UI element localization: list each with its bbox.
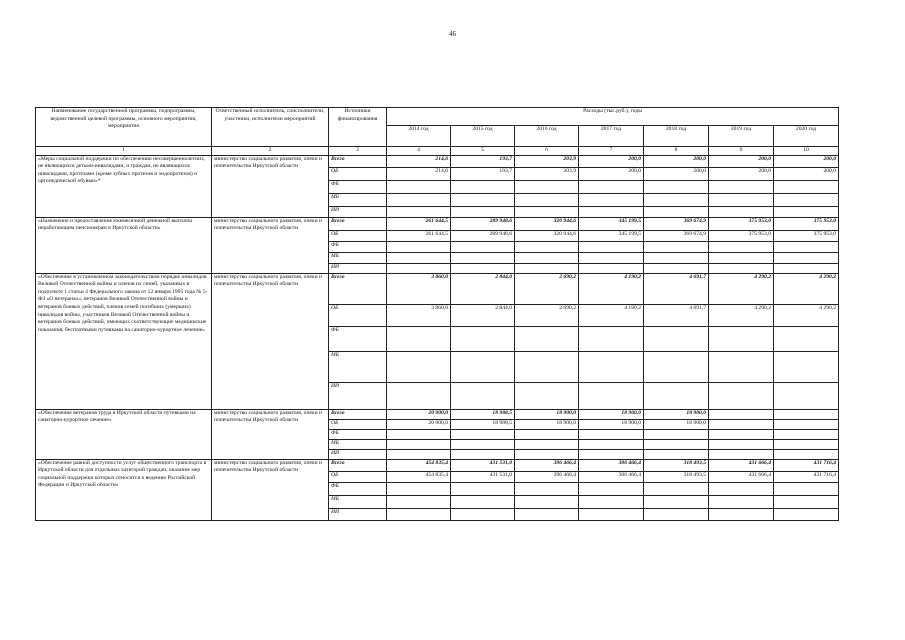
expense-value (774, 326, 839, 351)
expense-value (774, 382, 839, 409)
expense-value (451, 439, 515, 449)
responsible-executor: министерство социального развития, опеки и попечительства Иркутской области (212, 217, 329, 273)
expense-value (579, 326, 644, 351)
expense-value (387, 252, 451, 263)
expense-value (579, 495, 644, 508)
expense-value: 200,0 (579, 167, 644, 180)
column-index: 10 (774, 147, 839, 156)
expense-value (644, 449, 709, 459)
expense-value (451, 351, 515, 382)
expense-value (451, 193, 515, 206)
expense-value (709, 326, 774, 351)
expense-value (579, 263, 644, 273)
expense-value: 214,6 (387, 155, 451, 167)
expense-value (451, 508, 515, 520)
expense-value: 289 948,6 (451, 230, 515, 241)
expense-value (579, 206, 644, 217)
expense-value (515, 449, 579, 459)
expense-value (451, 449, 515, 459)
expense-value (644, 180, 709, 193)
funding-source: ОБ (329, 419, 387, 429)
expense-value: 4 290,2 (774, 304, 839, 326)
expense-value: 4 190,2 (579, 273, 644, 304)
expense-value: 345 199,5 (579, 230, 644, 241)
header-year: 2019 год (709, 126, 774, 147)
expense-value (644, 439, 709, 449)
expense-value (387, 206, 451, 217)
expense-value (451, 382, 515, 409)
funding-source: ОБ (329, 471, 387, 482)
expense-value: 3 860,0 (387, 273, 451, 304)
expense-value (451, 495, 515, 508)
expense-value: 375 953,0 (709, 230, 774, 241)
expense-value (644, 495, 709, 508)
expense-value (387, 180, 451, 193)
expense-value: 18 900,0 (515, 409, 579, 419)
expense-value: 318 493,5 (644, 459, 709, 471)
expense-value (515, 482, 579, 495)
expense-value (709, 419, 774, 429)
expense-value (387, 508, 451, 520)
header-expenses: Расходы (тыс.руб.), годы (387, 108, 839, 126)
column-index: 8 (644, 147, 709, 156)
expense-value: 200,0 (644, 167, 709, 180)
expense-value (644, 326, 709, 351)
table-row (36, 459, 839, 471)
expense-value (709, 241, 774, 252)
funding-source: ФБ (329, 326, 387, 351)
expense-value (515, 495, 579, 508)
expense-value (451, 482, 515, 495)
expense-value (709, 263, 774, 273)
expense-value: 454 835,4 (387, 459, 451, 471)
expense-value (387, 241, 451, 252)
expense-value: 396 466,4 (515, 471, 579, 482)
expense-value (387, 193, 451, 206)
expense-value (709, 206, 774, 217)
expense-value (644, 351, 709, 382)
expense-value (644, 252, 709, 263)
expense-value (515, 429, 579, 439)
column-index: 9 (709, 147, 774, 156)
expense-value (515, 193, 579, 206)
funding-source: МБ (329, 495, 387, 508)
expense-value (387, 495, 451, 508)
expense-value: 200,0 (709, 155, 774, 167)
expense-value: 18 900,0 (515, 419, 579, 429)
responsible-executor: министерство социального развития, опеки и попечительства Иркутской области (212, 273, 329, 409)
expense-value: 18 900,0 (579, 419, 644, 429)
funding-source: ФБ (329, 241, 387, 252)
expense-value (451, 429, 515, 439)
expense-value (515, 508, 579, 520)
expense-value (579, 449, 644, 459)
expense-value (579, 252, 644, 263)
expense-value (774, 439, 839, 449)
expense-value: 2 844,0 (451, 273, 515, 304)
expense-value: 4 691,7 (644, 304, 709, 326)
table-row (36, 217, 839, 230)
expense-value (774, 206, 839, 217)
expense-value: 345 199,5 (579, 217, 644, 230)
expense-value (774, 495, 839, 508)
expense-value (774, 419, 839, 429)
expense-value (515, 263, 579, 273)
expense-value: 320 944,6 (515, 217, 579, 230)
expense-value (644, 241, 709, 252)
expense-value: 375 953,0 (774, 217, 839, 230)
expense-value (774, 193, 839, 206)
expense-value (774, 508, 839, 520)
expense-value (387, 263, 451, 273)
expense-value: 306 466,4 (579, 459, 644, 471)
expense-value (774, 263, 839, 273)
funding-source: МБ (329, 351, 387, 382)
funding-source: Всего (329, 409, 387, 419)
expense-value (709, 409, 774, 419)
column-index: 4 (387, 147, 451, 156)
budget-table (35, 107, 839, 521)
expense-value (579, 351, 644, 382)
expense-value (644, 263, 709, 273)
expense-value: 200,0 (774, 155, 839, 167)
expense-value (515, 439, 579, 449)
expense-value: 396 466,4 (515, 459, 579, 471)
expense-value: 431 531,0 (451, 459, 515, 471)
expense-value (709, 429, 774, 439)
responsible-executor: министерство социального развития, опеки и попечительства Иркутской области (212, 459, 329, 520)
expense-value: 375 953,0 (709, 217, 774, 230)
responsible-executor: министерство социального развития, опеки и попечительства Иркутской области (212, 155, 329, 217)
funding-source: ФБ (329, 429, 387, 439)
expense-value (709, 180, 774, 193)
program-measure-name: «Обеспечение равной доступности услуг общественного транспорта в Иркутской области для отдельных категорий граждан, оказание мер социальной поддержки которых относится к ведению Российской Федерации и Иркутской области» (36, 459, 212, 520)
expense-value: 289 948,6 (451, 217, 515, 230)
expense-value: 4 691,7 (644, 273, 709, 304)
expense-value (515, 252, 579, 263)
expense-value: 2 690,2 (515, 304, 579, 326)
expense-value (451, 263, 515, 273)
expense-value: 203,9 (515, 167, 579, 180)
expense-value (515, 180, 579, 193)
header-program-name: Наименование государственной программы, подпрограммы, ведомственной целевой программы, основного мероприятия, мероприятия (36, 108, 212, 147)
header-year: 2017 год (579, 126, 644, 147)
funding-source: ИИ (329, 206, 387, 217)
header-year: 2018 год (644, 126, 709, 147)
expense-value (774, 351, 839, 382)
expense-value (709, 508, 774, 520)
expense-value: 431 666,4 (709, 471, 774, 482)
expense-value (451, 252, 515, 263)
expense-value: 18 988,5 (451, 419, 515, 429)
expense-value: 261 644,5 (387, 217, 451, 230)
expense-value (451, 180, 515, 193)
expense-value (644, 429, 709, 439)
expense-value: 320 944,6 (515, 230, 579, 241)
expense-value: 431 716,4 (774, 471, 839, 482)
expense-value (709, 449, 774, 459)
header-year: 2014 год (387, 126, 451, 147)
expense-value: 4 290,2 (774, 273, 839, 304)
expense-value (709, 351, 774, 382)
funding-source: ИИ (329, 508, 387, 520)
header-year: 2015 год (451, 126, 515, 147)
program-measure-name: «Обеспечение в установленном законодательством порядке инвалидов Великой Отечественной войны и членов их семей, указанных в подпункте 1 статьи 4 Федерального закона от 12 января 1995 года № 5-ФЗ «О ветеранах», ветеранов Великой Отечественной войны и ветеранов боевых действий, членов семей погибших (умерших) инвалидов войны, участников Великой Отечественной войны и ветеранов боевых действий, имеющих соответствующие медицинские показания, бесплатными путевками на санаторно-курортное лечение» (36, 273, 212, 409)
table-body (36, 155, 839, 520)
expense-value (515, 241, 579, 252)
expense-value (709, 495, 774, 508)
program-measure-name: «Назначение и предоставление ежемесячной денежной выплаты неработающим пенсионерам в Иркутской области» (36, 217, 212, 273)
expense-value: 203,9 (515, 155, 579, 167)
funding-source: МБ (329, 439, 387, 449)
expense-value (579, 241, 644, 252)
expense-value (451, 241, 515, 252)
expense-value: 3 860,0 (387, 304, 451, 326)
expense-value (709, 252, 774, 263)
funding-source: Всего (329, 217, 387, 230)
expense-value (387, 482, 451, 495)
expense-value (387, 326, 451, 351)
expense-value: 20 000,0 (387, 409, 451, 419)
expense-value: 2 690,2 (515, 273, 579, 304)
expense-value (387, 449, 451, 459)
expense-value (644, 193, 709, 206)
expense-value: 431 531,0 (451, 471, 515, 482)
funding-source: ОБ (329, 167, 387, 180)
expense-value (515, 382, 579, 409)
funding-source: Всего (329, 273, 387, 304)
column-index: 5 (451, 147, 515, 156)
expense-value (644, 382, 709, 409)
expense-value (515, 351, 579, 382)
funding-source: ОБ (329, 230, 387, 241)
expense-value (579, 382, 644, 409)
expense-value: 200,0 (644, 155, 709, 167)
expense-value: 193,7 (451, 155, 515, 167)
funding-source: ИИ (329, 382, 387, 409)
expense-value: 454 835,4 (387, 471, 451, 482)
expense-value: 200,0 (709, 167, 774, 180)
column-index: 1 (36, 147, 212, 156)
expense-value (515, 326, 579, 351)
expense-value: 18 900,0 (644, 419, 709, 429)
table-row (36, 155, 839, 167)
expense-value (579, 429, 644, 439)
expense-value: 431 666,4 (709, 459, 774, 471)
expense-value (709, 193, 774, 206)
expense-value: 369 674,9 (644, 230, 709, 241)
expense-value: 4 190,2 (579, 304, 644, 326)
funding-source: ФБ (329, 482, 387, 495)
column-index: 6 (515, 147, 579, 156)
expense-value (579, 180, 644, 193)
expense-value (579, 482, 644, 495)
header-year: 2020 год (774, 126, 839, 147)
expense-value (451, 206, 515, 217)
table-header (36, 108, 839, 156)
expense-value (709, 382, 774, 409)
funding-source: ОБ (329, 304, 387, 326)
column-index: 2 (212, 147, 329, 156)
expense-value: 375 953,0 (774, 230, 839, 241)
expense-value (579, 439, 644, 449)
expense-value (515, 206, 579, 217)
header-executor: Ответственный исполнитель, соисполнители, участники, исполнители мероприятий (212, 108, 329, 147)
table-row (36, 409, 839, 419)
header-year: 2016 год (515, 126, 579, 147)
expense-value: 193,7 (451, 167, 515, 180)
funding-source: МБ (329, 193, 387, 206)
expense-value (774, 180, 839, 193)
expense-value (579, 508, 644, 520)
expense-value: 200,0 (774, 167, 839, 180)
expense-value: 431 716,4 (774, 459, 839, 471)
expense-value: 318 493,5 (644, 471, 709, 482)
expense-value (644, 482, 709, 495)
expense-value (774, 429, 839, 439)
responsible-executor: министерство социального развития, опеки и попечительства Иркутской области (212, 409, 329, 459)
program-measure-name: «Обеспечение ветеранов труда в Иркутской области путевками на санаторно-курортное лечение» (36, 409, 212, 459)
expense-value (451, 326, 515, 351)
expense-value (709, 439, 774, 449)
column-index: 7 (579, 147, 644, 156)
expense-value (774, 409, 839, 419)
expense-value (387, 351, 451, 382)
expense-value: 18 900,0 (644, 409, 709, 419)
expense-value: 4 290,2 (709, 304, 774, 326)
expense-value (774, 241, 839, 252)
expense-value (644, 508, 709, 520)
program-measure-name: «Меры социальной поддержки по обеспечению несовершеннолетних, не являющихся детьми-инвалидами, и граждан, не являющихся инвалидами, протезами (кроме зубных протезов и эндопротезов) и ортопедической обувью»* (36, 155, 212, 217)
funding-source: ФБ (329, 180, 387, 193)
expense-value (709, 482, 774, 495)
expense-value (774, 482, 839, 495)
expense-value: 200,0 (579, 155, 644, 167)
expense-value: 20 000,0 (387, 419, 451, 429)
column-index: 3 (329, 147, 387, 156)
funding-source: ИИ (329, 263, 387, 273)
expense-value: 2 844,0 (451, 304, 515, 326)
expense-value (387, 439, 451, 449)
expense-value (387, 429, 451, 439)
expense-value: 369 674,9 (644, 217, 709, 230)
funding-source: МБ (329, 252, 387, 263)
expense-value (644, 206, 709, 217)
expense-value: 306 466,4 (579, 471, 644, 482)
funding-source: ИИ (329, 449, 387, 459)
funding-source: Всего (329, 459, 387, 471)
expense-value: 214,6 (387, 167, 451, 180)
header-funding-source: Источники финансирования (329, 108, 387, 147)
table-row (36, 273, 839, 304)
expense-value (579, 193, 644, 206)
expense-value: 18 988,5 (451, 409, 515, 419)
expense-value: 18 900,0 (579, 409, 644, 419)
funding-source: Всего (329, 155, 387, 167)
expense-value: 261 644,5 (387, 230, 451, 241)
expense-value: 4 290,2 (709, 273, 774, 304)
expense-value (387, 382, 451, 409)
page-number: 46 (449, 30, 456, 38)
expense-value (774, 252, 839, 263)
expense-value (774, 449, 839, 459)
